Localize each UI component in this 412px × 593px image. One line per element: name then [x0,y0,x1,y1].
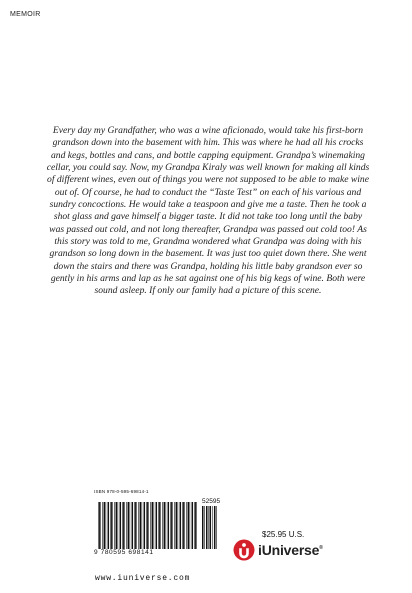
barcode-block [94,489,219,571]
trademark-symbol: ® [319,545,323,551]
barcode-icon [98,502,198,549]
isbn-text: ISBN 978-0-595-69814-1 [94,489,149,494]
price-barcode-icon [202,506,219,549]
back-cover-blurb: Every day my Grandfather, who was a wine aficionado, would take his first-born grandson down into the basement with him. This was where he had all his crocks and kegs, bottles and cans, and bottle capping equipment. Grandpa’s winemaking cellar, you could say. Now, my Grandpa Kiraly was well known for making all kinds of different wines, even out of things you were not supposed to be able to make wine out of. Of course, he had to conduct the “Taste Test” on each of his various and sundry concoctions. He would take a teaspoon and give me a taste. Then he took a shot glass and gave himself a bigger taste. It did not take too long until the baby was passed out cold, and not long thereafter, Grandpa was passed out cold too! As this story was told to me, Grandma wondered what Grandpa was doing with his grandson so long down in the basement. It was just too quiet down there. She went down the stairs and there was Grandpa, holding his little baby grandson ever so gently in his arms and lap as he sat against one of his big kegs of wine. Both were sound asleep. If only our family had a picture of this scene. [46,125,370,297]
publisher-logo [233,538,323,562]
publisher-name [258,542,323,558]
price-code-text: 52595 [202,498,221,505]
publisher-name-text: iUniverse [258,542,320,558]
price-label: $25.95 U.S. [262,530,305,539]
barcode-digits: 9 780595 698141 [94,549,154,556]
publisher-website: www.iuniverse.com [95,574,191,583]
category-label: MEMOIR [10,11,41,18]
iuniverse-logo-icon [233,539,255,561]
